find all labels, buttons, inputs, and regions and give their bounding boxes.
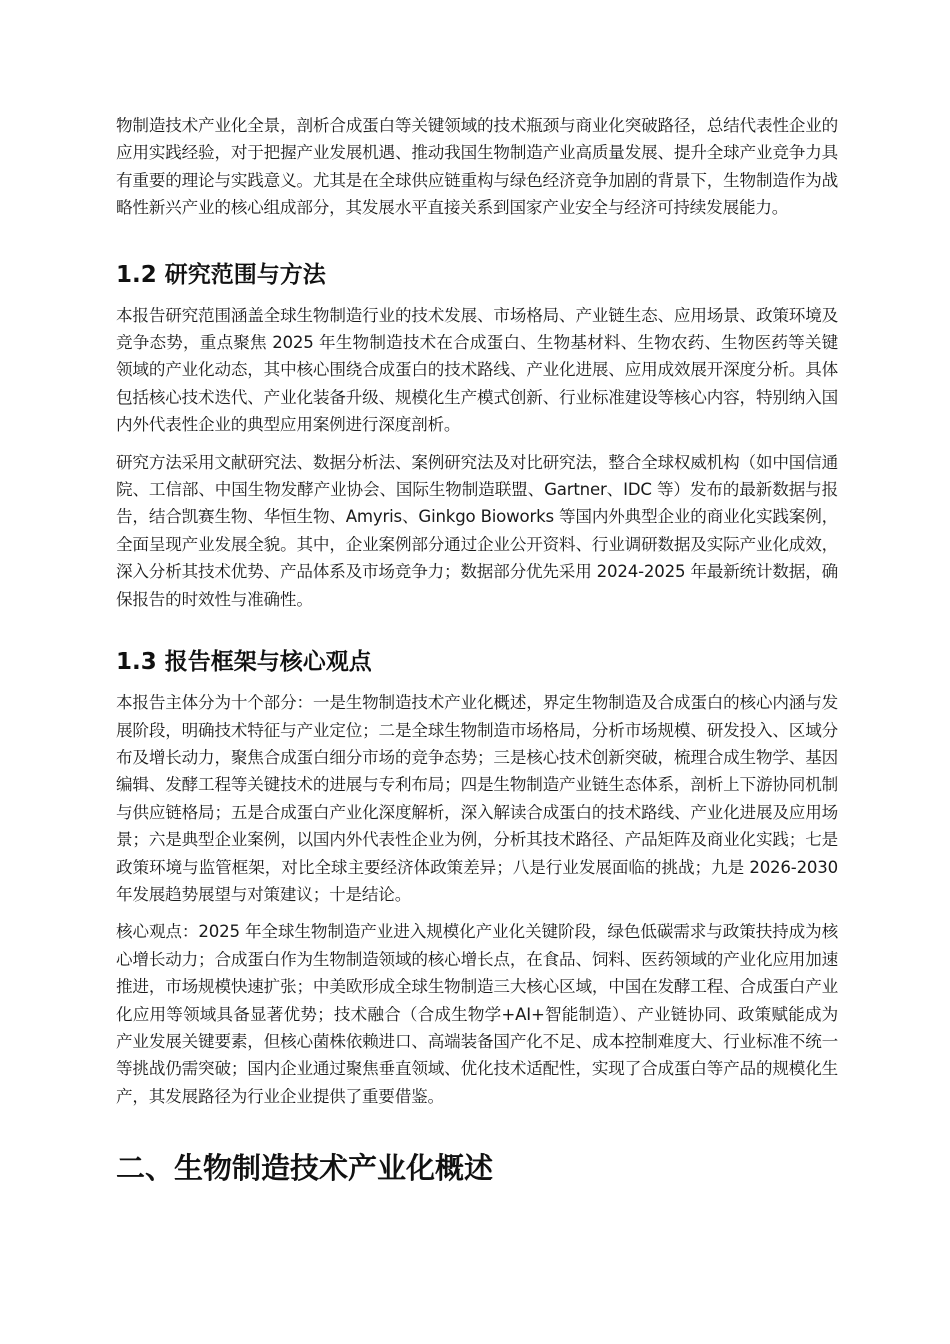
- section-1-2-heading: 1.2 研究范围与方法: [116, 261, 326, 288]
- section-1-2-paragraph-methods: 研究方法采用文献研究法、数据分析法、案例研究法及对比研究法，整合全球权威机构（如中国信通院、工信部、中国生物发酵产业协会、国际生物制造联盟、Gartner、IDC 等）发布的最新数据与报告，结合凯赛生物、华恒生物、Amyris、Ginkgo Bioworks 等国内外典型企业的商业化实践案例，全面呈现产业发展全貌。其中，企业案例部分通过企业公开资料、行业调研数据及实际产业化成效，深入分析其技术优势、产品体系及市场竞争力；数据部分优先采用 2024-2025 年最新统计数据，确保报告的时效性与准确性。: [116, 452, 838, 609]
- chapter-2-heading: 二、生物制造技术产业化概述: [116, 1151, 494, 1186]
- section-1-2-paragraph-scope: 本报告研究范围涵盖全球生物制造行业的技术发展、市场格局、产业链生态、应用场景、政策环境及竞争态势，重点聚焦 2025 年生物制造技术在合成蛋白、生物基材料、生物农药、生物医药等关键领域的产业化动态，其中核心围绕合成蛋白的技术路线、产业化进展、应用成效展开深度分析。具体包括核心技术迭代、产业化装备升级、规模化生产模式创新、行业标准建设等核心内容，特别纳入国内外代表性企业的典型应用案例进行深度剖析。: [116, 305, 838, 435]
- intro-paragraph: 物制造技术产业化全景，剖析合成蛋白等关键领域的技术瓶颈与商业化突破路径，总结代表性企业的应用实践经验，对于把握产业发展机遇、推动我国生物制造产业高质量发展、提升全球产业竞争力具有重要的理论与实践意义。尤其是在全球供应链重构与绿色经济竞争加剧的背景下，生物制造作为战略性新兴产业的核心组成部分，其发展水平直接关系到国家产业安全与经济可持续发展能力。: [116, 116, 838, 218]
- document-page: [116, 112, 838, 1186]
- section-1-3-paragraph-framework: 本报告主体分为十个部分：一是生物制造技术产业化概述，界定生物制造及合成蛋白的核心内涵与发展阶段，明确技术特征与产业定位；二是全球生物制造市场格局，分析市场规模、研发投入、区域分布及增长动力，聚焦合成蛋白细分市场的竞争态势；三是核心技术创新突破，梳理合成生物学、基因编辑、发酵工程等关键技术的进展与专利布局；四是生物制造产业链生态体系，剖析上下游协同机制与供应链格局；五是合成蛋白产业化深度解析，深入解读合成蛋白的技术路线、产业化进展及应用场景；六是典型企业案例，以国内外代表性企业为例，分析其技术路径、产品矩阵及商业化实践；七是政策环境与监管框架，对比全球主要经济体政策差异；八是行业发展面临的挑战；九是 2026-2030 年发展趋势展望与对策建议；十是结论。: [116, 693, 838, 904]
- section-1-3-paragraph-core-views: 核心观点：2025 年全球生物制造产业进入规模化产业化关键阶段，绿色低碳需求与政策扶持成为核心增长动力；合成蛋白作为生物制造领域的核心增长点，在食品、饲料、医药领域的产业化应用加速推进，市场规模快速扩张；中美欧形成全球生物制造三大核心区域，中国在发酵工程、合成蛋白产业化应用等领域具备显著优势；技术融合（合成生物学+AI+智能制造）、产业链协同、政策赋能成为产业发展关键要素，但核心菌株依赖进口、高端装备国产化不足、成本控制难度大、行业标准不统一等挑战仍需突破；国内企业通过聚焦垂直领域、优化技术适配性，实现了合成蛋白等产品的规模化生产，其发展路径为行业企业提供了重要借鉴。: [116, 922, 838, 1106]
- section-1-3-heading: 1.3 报告框架与核心观点: [116, 649, 372, 676]
